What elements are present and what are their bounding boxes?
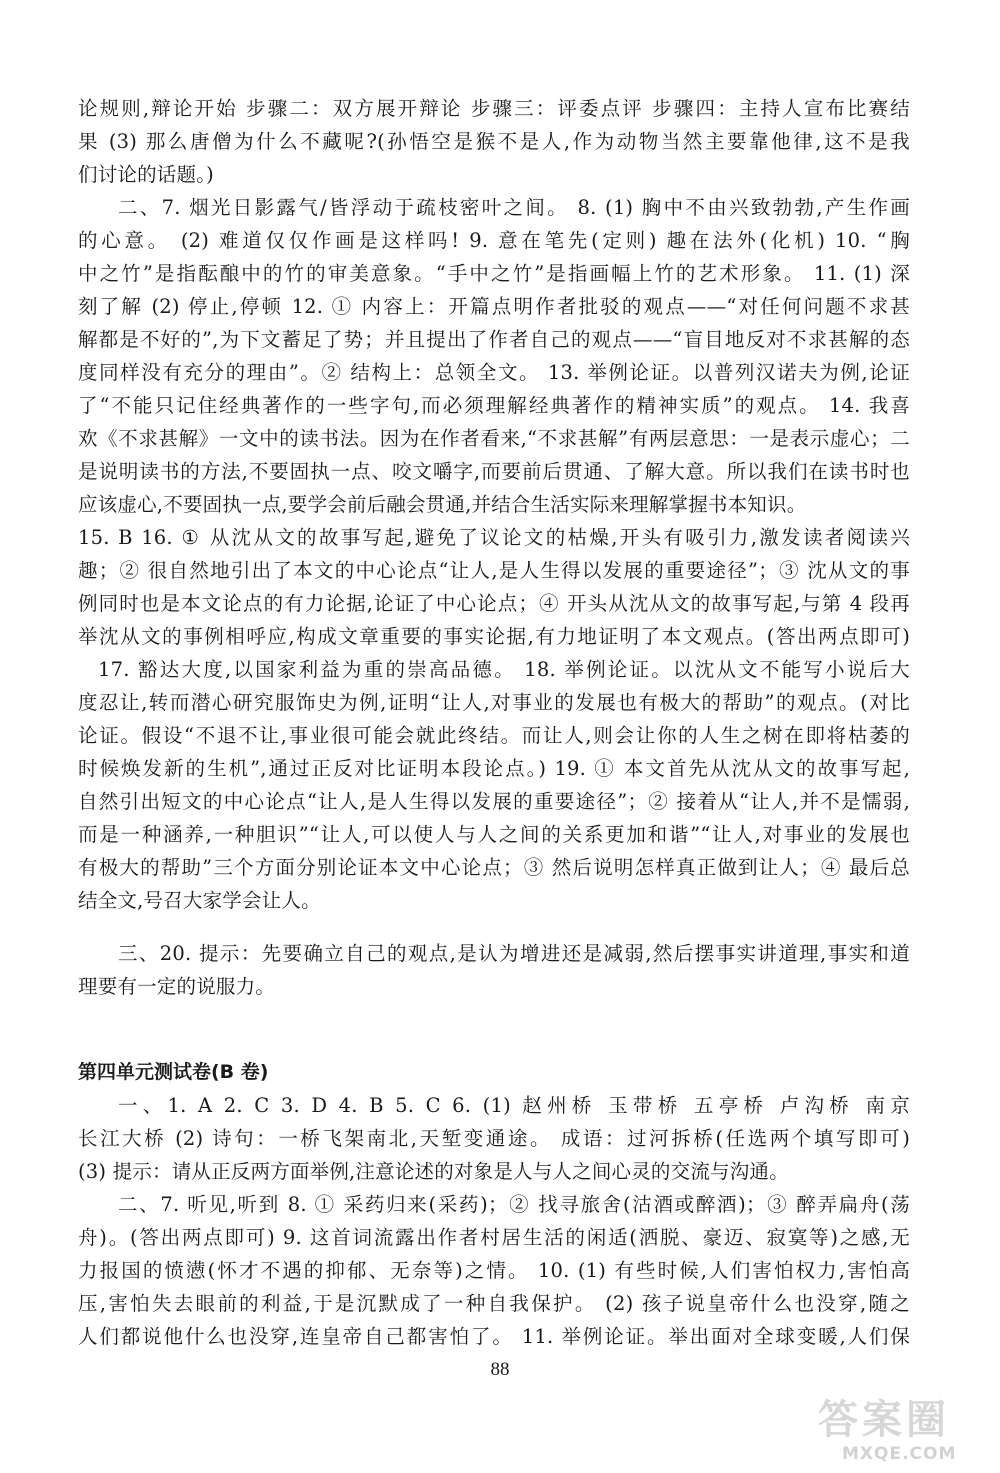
text-line: 17. 豁达大度,以国家利益为重的崇高品德。 18. 举例论证。以沈从文不能写小说后大 [98, 658, 910, 681]
text-line: 舟)。(答出两点即可) 9. 这首词流露出作者村居生活的闲适(洒脱、豪迈、寂寞等)之感,无 [78, 1226, 910, 1249]
text-line: 力报国的愤懑(怀才不遇的抑郁、无奈等)之情。 10. (1) 有些时候,人们害怕权力,害怕高 [78, 1259, 910, 1282]
text-line: 例同时也是本文论点的有力论据,论证了中心论点；④ 开头从沈从文的故事写起,与第 4 段再 [78, 592, 910, 615]
text-line: 解都是不好的”,为下文蓄足了势；并且提出了作者自己的观点——“盲目地反对不求甚解的态 [78, 328, 910, 351]
text-line: 二、7. 烟光日影露气/皆浮动于疏枝密叶之间。 8. (1) 胸中不由兴致勃勃,产生作画 [118, 196, 910, 219]
spacer [78, 1003, 910, 1029]
text-line: 结全文,号召大家学会让人。 [78, 889, 321, 912]
text-line: 理要有一定的说服力。 [78, 975, 276, 998]
text-line: 长江大桥 (2) 诗句：一桥飞架南北,天堑变通途。 成语：过河拆桥(任选两个填写即可) [78, 1127, 910, 1150]
section-heading: 第四单元测试卷(B 卷) [78, 1061, 269, 1083]
text-line: 而是一种涵养,一种胆识”“让人,可以使人与人之间的关系更加和谐”“让人,对事业的发展也 [78, 823, 910, 846]
text-line: 了“不能只记住经典著作的一些字句,而必须理解经典著作的精神实质”的观点。 14. 我喜 [78, 394, 910, 417]
text-line: 时候焕发新的生机”,通过正反对比证明本段论点。) 19. ① 本文首先从沈从文的故事写起, [78, 757, 910, 780]
text-line: 一、1. A 2. C 3. D 4. B 5. C 6. (1) 赵州桥 玉带桥 五亭桥 卢沟桥 南京 [118, 1094, 910, 1117]
page-number: 88 [490, 1359, 510, 1380]
text-line: 欢《不求甚解》一文中的读书法。因为在作者看来,“不求甚解”有两层意思：一是表示虚心；二 [78, 427, 910, 450]
answer-page-body [78, 92, 910, 1353]
text-line: 刻了解 (2) 停止,停顿 12. ① 内容上：开篇点明作者批驳的观点——“对任何问题不求甚 [78, 295, 910, 318]
text-line: 应该虚心,不要固执一点,要学会前后融会贯通,并结合生活实际来理解掌握书本知识。 [78, 493, 807, 516]
watermark-title: 答案圈 [818, 1397, 950, 1443]
text-line: 自然引出短文的中心论点“让人,是人生得以发展的重要途径”；② 接着从“让人,并不是懦弱, [78, 790, 910, 813]
text-line: 趣；② 很自然地引出了本文的中心论点“让人,是人生得以发展的重要途径”；③ 沈从文的事 [78, 559, 910, 582]
text-line: 三、20. 提示：先要确立自己的观点,是认为增进还是减弱,然后摆事实讲道理,事实和道 [118, 942, 910, 965]
spacer [78, 1029, 910, 1055]
text-line: 是说明读书的方法,不要固执一点、咬文嚼字,而要前后贯通、了解大意。所以我们在读书时也 [78, 460, 910, 483]
text-line: 论证。假设“不退不让,事业很可能会就此终结。而让人,则会让你的人生之树在即将枯萎的 [78, 724, 910, 747]
watermark-subtitle: MXQE.COM [842, 1444, 957, 1464]
text-line: 论规则,辩论开始 步骤二：双方展开辩论 步骤三：评委点评 步骤四：主持人宣布比赛结 [78, 97, 910, 120]
text-line: (3) 提示：请从正反两方面举例,注意论述的对象是人与人之间心灵的交流与沟通。 [78, 1160, 789, 1183]
text-line: 15. B 16. ① 从沈从文的故事写起,避免了议论文的枯燥,开头有吸引力,激发读者阅读兴 [78, 526, 910, 549]
text-line: 中之竹”是指酝酿中的竹的审美意象。“手中之竹”是指画幅上竹的艺术形象。 11. (1) 深 [78, 262, 910, 285]
watermark-logo [812, 1398, 992, 1466]
text-line: 举沈从文的事例相呼应,构成文章重要的事实论据,有力地证明了本文观点。(答出两点即可) [78, 625, 910, 648]
text-line: 压,害怕失去眼前的利益,于是沉默成了一种自我保护。 (2) 孩子说皇帝什么也没穿,随之 [78, 1292, 910, 1315]
spacer [78, 917, 910, 937]
text-line: 人们都说他什么也没穿,连皇帝自己都害怕了。 11. 举例论证。举出面对全球变暖,人们保 [78, 1325, 910, 1348]
text-line: 二、7. 听见,听到 8. ① 采药归来(采药)；② 找寻旅舍(沽酒或醉酒)；③ 醉弄扁舟(荡 [118, 1193, 910, 1216]
text-line: 的心意。 (2) 难道仅仅作画是这样吗! 9. 意在笔先(定则) 趣在法外(化机) 10. “胸 [78, 229, 910, 252]
text-line: 们讨论的话题。) [78, 163, 214, 186]
text-line: 度忍让,转而潜心研究服饰史为例,证明“让人,对事业的发展也有极大的帮助”的观点。(对比 [78, 691, 910, 714]
text-line: 度同样没有充分的理由”。② 结构上：总领全文。 13. 举例论证。以普列汉诺夫为例,论证 [78, 361, 910, 384]
text-line: 有极大的帮助”三个方面分别论证本文中心论点；③ 然后说明怎样真正做到让人；④ 最后总 [78, 856, 910, 879]
text-line: 果 (3) 那么唐僧为什么不藏呢?(孙悟空是猴不是人,作为动物当然主要靠他律,这不是我 [78, 130, 910, 153]
